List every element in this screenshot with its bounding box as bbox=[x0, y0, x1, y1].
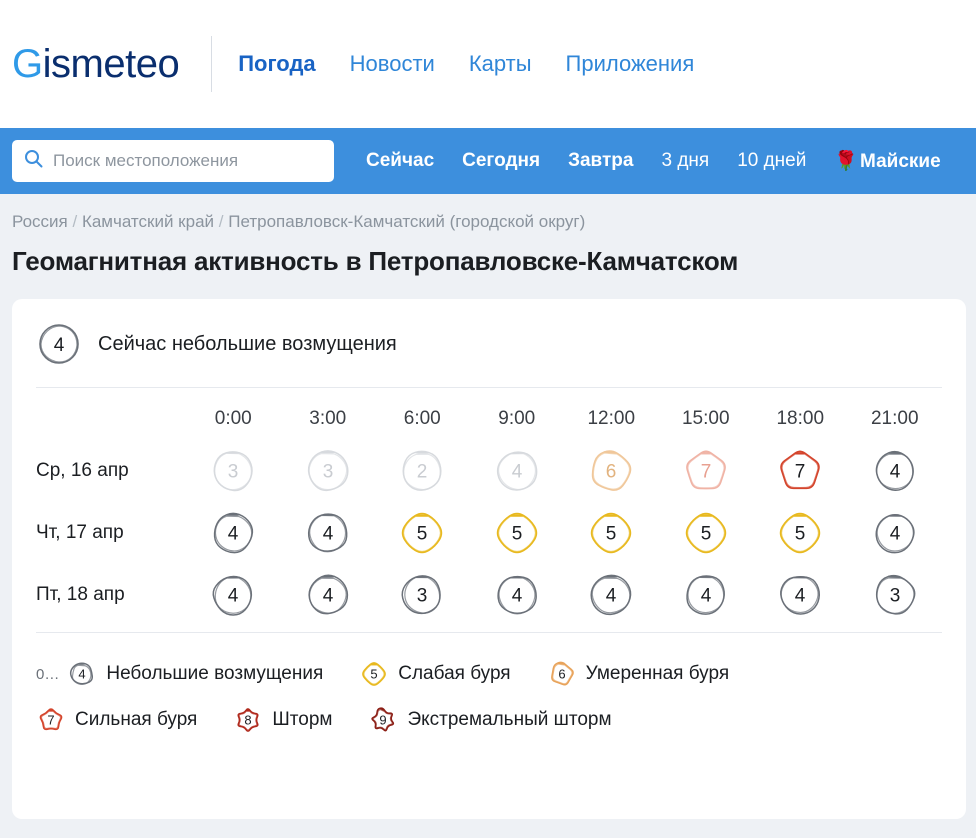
breadcrumb bbox=[0, 194, 976, 232]
column-header-4: 12:00 bbox=[587, 408, 636, 429]
kp-badge bbox=[281, 509, 376, 557]
svg-text:7: 7 bbox=[700, 461, 712, 483]
svg-text:8: 8 bbox=[244, 712, 252, 728]
kp-badge bbox=[564, 509, 659, 557]
breadcrumb-item-city[interactable]: Петропавловск-Камчатский (городской округ) bbox=[228, 212, 586, 231]
table-row bbox=[36, 502, 942, 564]
nav-item-weather[interactable]: Погода bbox=[238, 51, 316, 76]
svg-text:5: 5 bbox=[511, 523, 523, 545]
cell-0-0 bbox=[186, 440, 281, 502]
range-10days[interactable]: 10 дней bbox=[737, 150, 807, 171]
cell-0-3 bbox=[470, 440, 565, 502]
kp-badge bbox=[848, 447, 943, 495]
cell-0-7 bbox=[848, 440, 943, 502]
kp-badge bbox=[186, 571, 281, 619]
current-status-row bbox=[36, 321, 942, 387]
cell-0-4 bbox=[564, 440, 659, 502]
cell-1-0 bbox=[186, 502, 281, 564]
header-divider bbox=[211, 36, 212, 92]
kp-badge bbox=[281, 571, 376, 619]
legend-row-2 bbox=[36, 705, 942, 735]
legend-zero-prefix: 0… bbox=[36, 665, 60, 683]
svg-text:3: 3 bbox=[416, 585, 428, 607]
search-placeholder: Поиск местоположения bbox=[53, 151, 239, 170]
svg-text:3: 3 bbox=[889, 585, 901, 607]
cell-1-2 bbox=[375, 502, 470, 564]
svg-text:6: 6 bbox=[557, 666, 566, 682]
column-header-6: 18:00 bbox=[776, 408, 825, 429]
kp-badge bbox=[470, 571, 565, 619]
cell-0-5 bbox=[659, 440, 754, 502]
breadcrumb-item-region[interactable]: Камчатский край bbox=[81, 212, 215, 231]
svg-text:5: 5 bbox=[794, 523, 806, 545]
legend-item-2 bbox=[547, 659, 730, 689]
svg-text:6: 6 bbox=[605, 461, 617, 483]
svg-text:3: 3 bbox=[227, 461, 239, 483]
svg-text:4: 4 bbox=[322, 523, 334, 545]
kp-badge bbox=[659, 447, 754, 495]
cell-1-1 bbox=[281, 502, 376, 564]
card-divider bbox=[36, 387, 942, 388]
svg-text:5: 5 bbox=[605, 523, 617, 545]
cell-2-3 bbox=[470, 564, 565, 626]
range-tomorrow[interactable]: Завтра bbox=[568, 150, 634, 171]
svg-text:4: 4 bbox=[889, 523, 901, 545]
legend-label-0: Небольшие возмущения bbox=[106, 663, 324, 684]
kp-badge bbox=[848, 571, 943, 619]
legend-badge-5 bbox=[368, 705, 398, 735]
cell-1-5 bbox=[659, 502, 754, 564]
search-input[interactable] bbox=[12, 140, 334, 182]
cell-0-2 bbox=[375, 440, 470, 502]
legend-item-4 bbox=[233, 705, 332, 735]
geomagnetic-table bbox=[36, 394, 942, 626]
legend-badge-4 bbox=[233, 705, 263, 735]
page-title: Геомагнитная активность в Петропавловске-Камчатском bbox=[12, 246, 739, 276]
cell-2-1 bbox=[281, 564, 376, 626]
legend-badge-3 bbox=[36, 705, 66, 735]
column-header-7: 21:00 bbox=[870, 408, 919, 429]
row-label-day-2: Пт, 18 апр bbox=[36, 584, 125, 605]
kp-badge bbox=[848, 509, 943, 557]
geomagnetic-card bbox=[12, 299, 966, 819]
table-header-row bbox=[36, 394, 942, 440]
legend-badge-1 bbox=[359, 659, 389, 689]
legend-item-5 bbox=[368, 705, 611, 735]
current-kp-badge bbox=[36, 321, 82, 367]
svg-text:4: 4 bbox=[605, 585, 617, 607]
nav-item-maps[interactable]: Карты bbox=[468, 51, 532, 76]
cell-2-2 bbox=[375, 564, 470, 626]
cell-2-5 bbox=[659, 564, 754, 626]
svg-text:4: 4 bbox=[889, 461, 901, 483]
kp-badge bbox=[375, 447, 470, 495]
rose-icon: 🌹 bbox=[834, 151, 859, 172]
cell-1-3 bbox=[470, 502, 565, 564]
column-header-3: 9:00 bbox=[498, 408, 536, 429]
kp-badge bbox=[659, 571, 754, 619]
legend-item-1 bbox=[359, 659, 510, 689]
legend-label-5: Экстремальный шторм bbox=[407, 709, 612, 730]
legend-badge-0 bbox=[67, 659, 97, 689]
search-icon bbox=[24, 149, 43, 173]
cell-2-6 bbox=[753, 564, 848, 626]
svg-text:4: 4 bbox=[700, 585, 712, 607]
svg-text:3: 3 bbox=[322, 461, 334, 483]
svg-text:7: 7 bbox=[47, 712, 55, 728]
column-header-5: 15:00 bbox=[681, 408, 730, 429]
breadcrumb-item-country[interactable]: Россия bbox=[12, 212, 68, 231]
cell-1-7 bbox=[848, 502, 943, 564]
kp-badge bbox=[753, 571, 848, 619]
kp-badge bbox=[470, 447, 565, 495]
svg-text:5: 5 bbox=[416, 523, 428, 545]
svg-text:7: 7 bbox=[794, 461, 806, 483]
kp-badge bbox=[186, 509, 281, 557]
logo-rest: ismeteo bbox=[42, 41, 180, 86]
kp-badge bbox=[375, 509, 470, 557]
table-row bbox=[36, 564, 942, 626]
column-header-2: 6:00 bbox=[403, 408, 441, 429]
kp-badge bbox=[659, 509, 754, 557]
breadcrumb-separator-2: / bbox=[218, 212, 224, 231]
kp-badge bbox=[564, 447, 659, 495]
main-nav bbox=[238, 51, 694, 77]
legend-item-0 bbox=[67, 659, 323, 689]
range-may-holidays-label: Майские bbox=[860, 151, 941, 172]
range-may-holidays[interactable] bbox=[834, 149, 940, 173]
column-header-day bbox=[36, 394, 186, 440]
logo-g: G bbox=[12, 41, 43, 86]
legend-divider bbox=[36, 632, 942, 633]
cell-2-4 bbox=[564, 564, 659, 626]
svg-text:2: 2 bbox=[416, 461, 428, 483]
current-status-text: Сейчас небольшие возмущения bbox=[98, 332, 397, 355]
svg-text:4: 4 bbox=[227, 523, 239, 545]
svg-text:4: 4 bbox=[794, 585, 806, 607]
svg-text:4: 4 bbox=[511, 585, 523, 607]
legend-label-3: Сильная буря bbox=[75, 709, 198, 730]
cell-1-6 bbox=[753, 502, 848, 564]
cell-2-7 bbox=[848, 564, 943, 626]
kp-badge bbox=[753, 447, 848, 495]
legend bbox=[36, 645, 942, 735]
kp-badge bbox=[186, 447, 281, 495]
legend-label-1: Слабая буря bbox=[398, 663, 511, 684]
table-body bbox=[36, 440, 942, 626]
kp-badge bbox=[564, 571, 659, 619]
legend-item-3 bbox=[36, 705, 197, 735]
kp-badge bbox=[470, 509, 565, 557]
range-3days[interactable]: 3 дня bbox=[661, 150, 710, 171]
svg-text:9: 9 bbox=[379, 712, 388, 728]
current-kp-value-text: 4 bbox=[53, 335, 65, 356]
site-header bbox=[0, 0, 976, 128]
forecast-range-links bbox=[366, 149, 941, 173]
legend-row-1 bbox=[36, 659, 942, 689]
range-now[interactable]: Сейчас bbox=[366, 150, 435, 171]
table-row bbox=[36, 440, 942, 502]
cell-1-4 bbox=[564, 502, 659, 564]
legend-label-4: Шторм bbox=[272, 709, 333, 730]
cell-0-6 bbox=[753, 440, 848, 502]
row-label-day-0: Ср, 16 апр bbox=[36, 460, 129, 481]
kp-badge bbox=[753, 509, 848, 557]
range-today[interactable]: Сегодня bbox=[462, 150, 541, 171]
svg-text:4: 4 bbox=[227, 585, 239, 607]
legend-label-2: Умеренная буря bbox=[585, 663, 730, 684]
kp-badge bbox=[281, 447, 376, 495]
secondary-nav-bar bbox=[0, 128, 976, 194]
nav-item-apps[interactable]: Приложения bbox=[565, 51, 695, 76]
cell-2-0 bbox=[186, 564, 281, 626]
column-header-1: 3:00 bbox=[309, 408, 347, 429]
svg-text:5: 5 bbox=[700, 523, 712, 545]
svg-text:4: 4 bbox=[78, 666, 86, 682]
svg-text:5: 5 bbox=[370, 666, 378, 682]
column-header-0: 0:00 bbox=[214, 408, 252, 429]
logo[interactable] bbox=[12, 42, 179, 87]
breadcrumb-separator: / bbox=[72, 212, 78, 231]
svg-text:4: 4 bbox=[322, 585, 334, 607]
kp-badge bbox=[375, 571, 470, 619]
svg-text:4: 4 bbox=[511, 461, 523, 483]
nav-item-news[interactable]: Новости bbox=[349, 51, 435, 76]
legend-badge-2 bbox=[547, 659, 577, 689]
cell-0-1 bbox=[281, 440, 376, 502]
row-label-day-1: Чт, 17 апр bbox=[36, 522, 124, 543]
